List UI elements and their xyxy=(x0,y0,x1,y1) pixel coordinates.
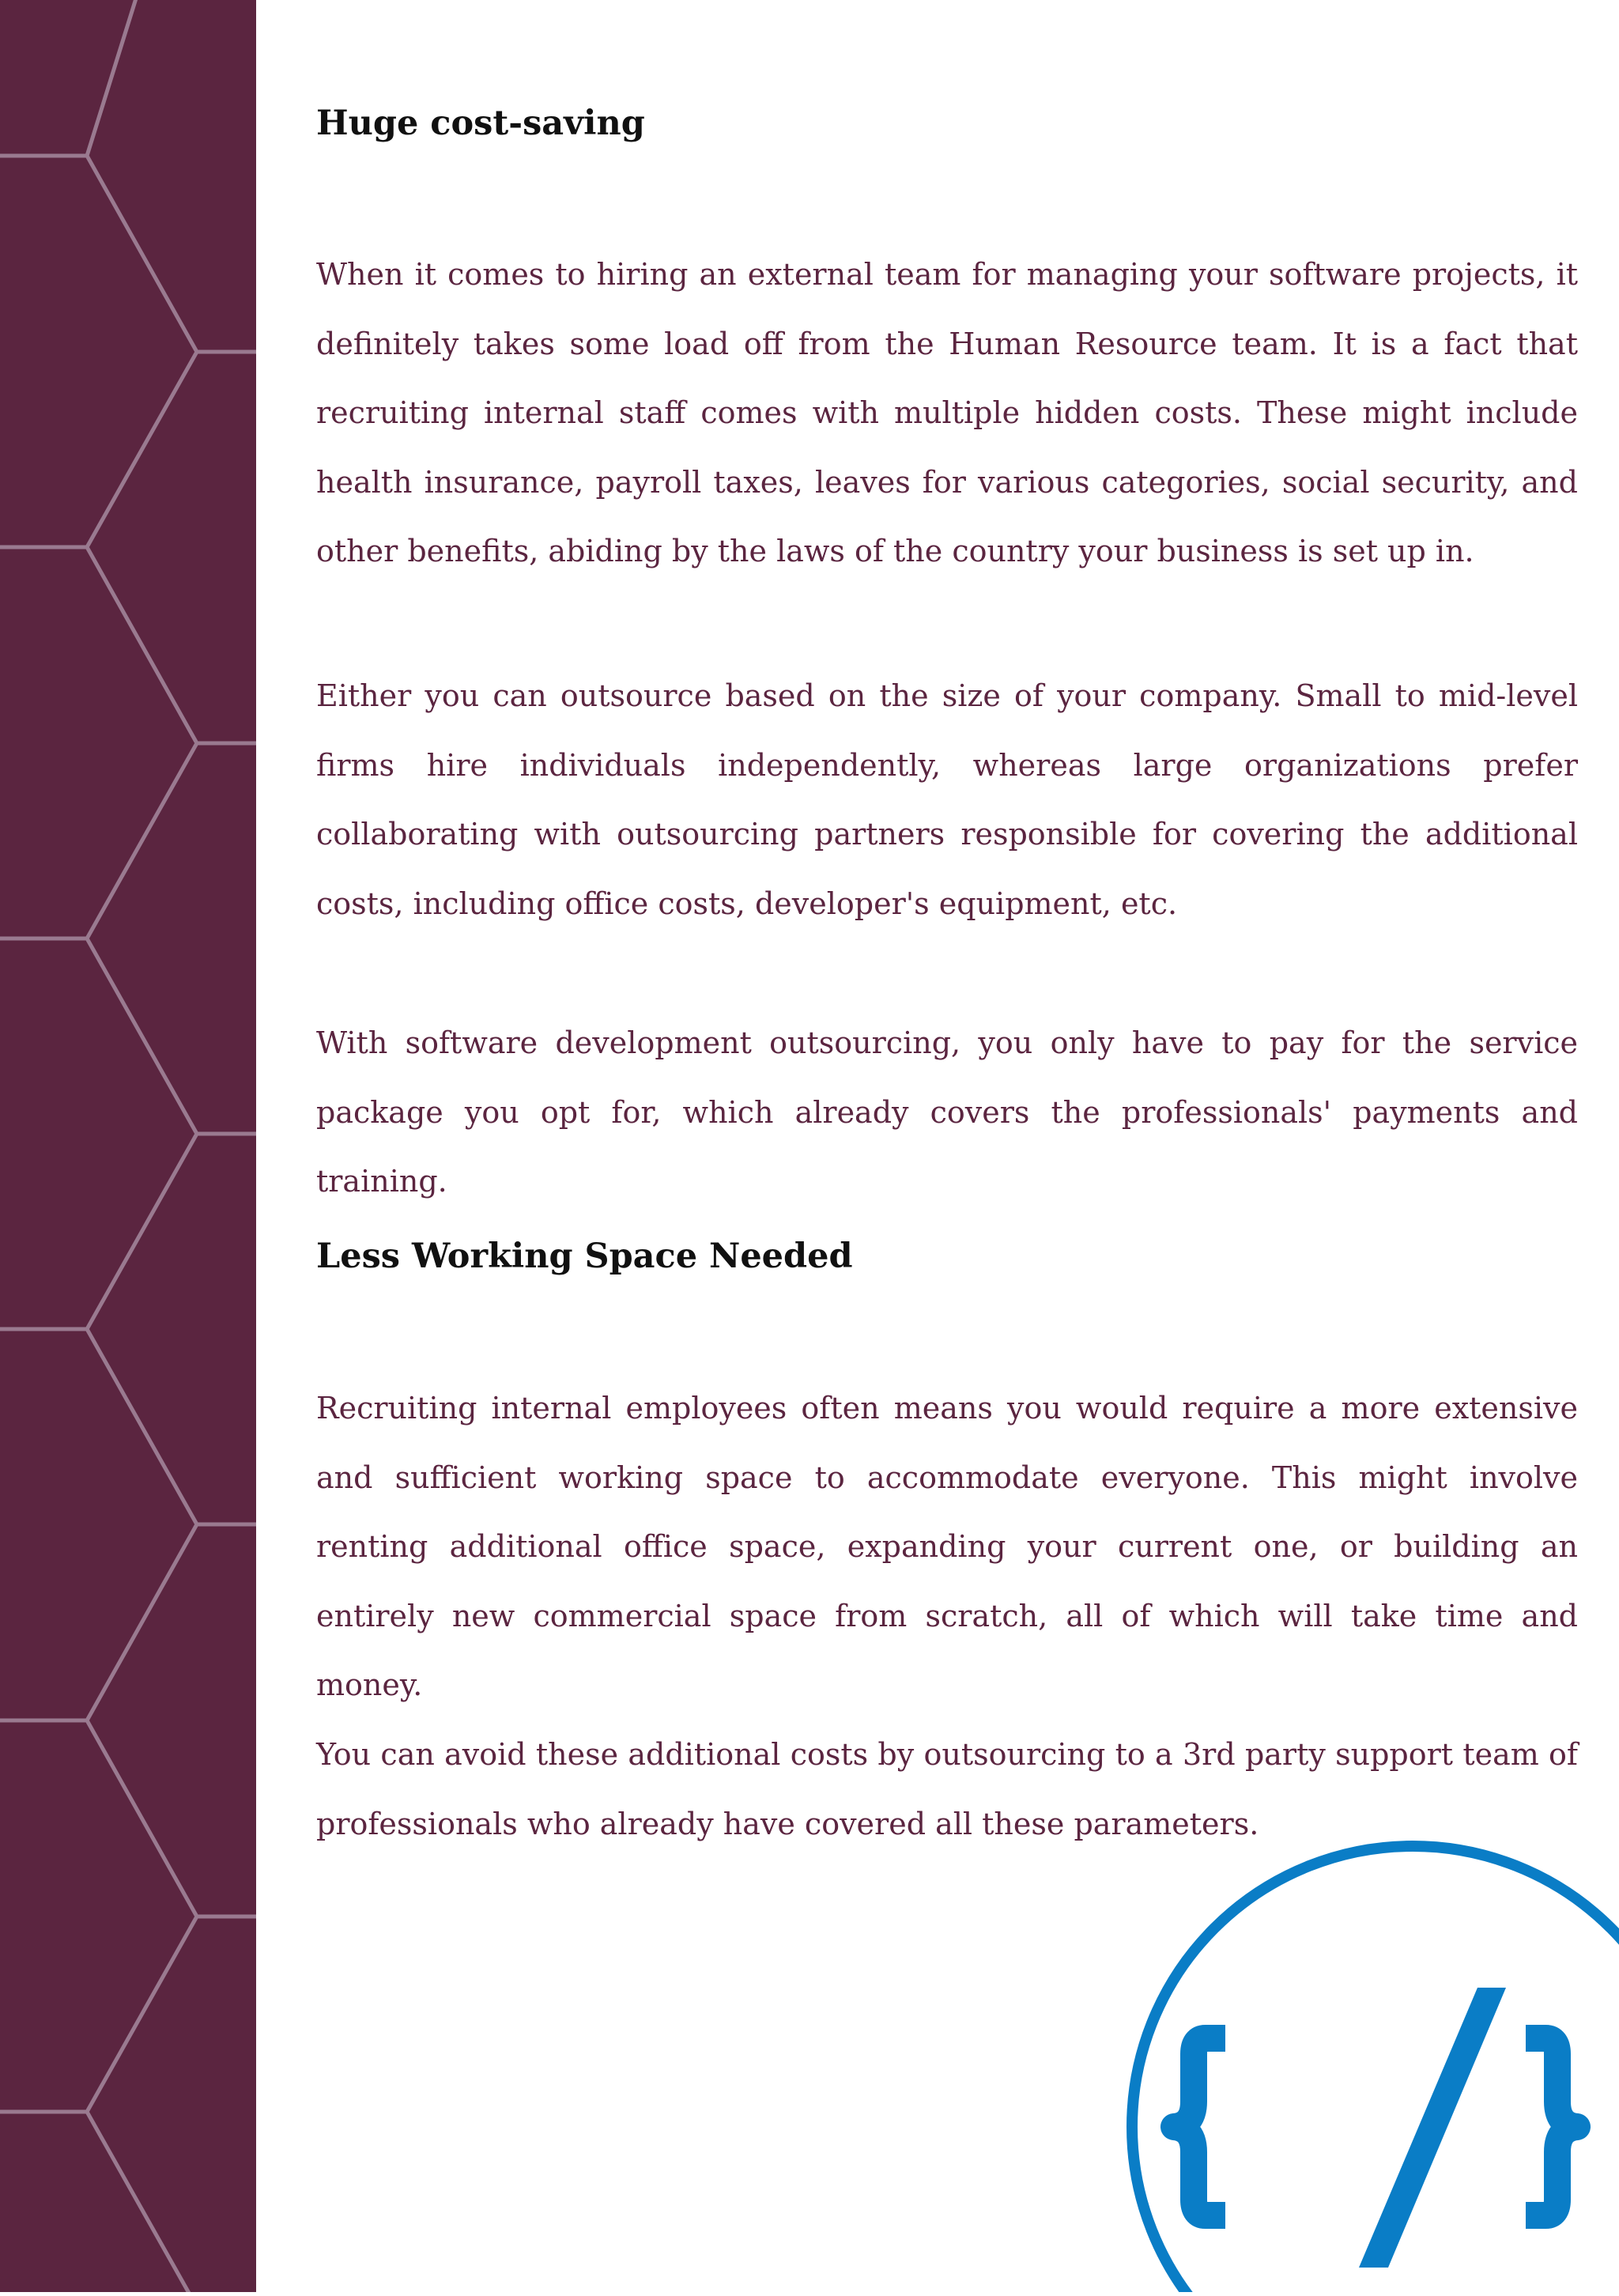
section-heading-working-space: Less Working Space Needed xyxy=(316,1237,853,1276)
paragraph-third-party: You can avoid these additional costs by outsourcing to a 3rd party support team of professionals who already have covered all these parameters. xyxy=(316,1737,1578,1841)
paragraph-company-size: Either you can outsource based on the size of your company. Small to mid-level firms hire individuals independently, whereas large organizations prefer collaborating with outsourcing partners responsible for covering the additional costs, including office costs, developer's equipment, etc. xyxy=(316,678,1578,921)
hexagon-pattern xyxy=(0,0,256,2292)
paragraph-service-package: With software development outsourcing, you only have to pay for the service package you opt for, which already covers the professionals' payments and training. xyxy=(316,1025,1578,1199)
section-heading-cost-saving: Huge cost-saving xyxy=(316,104,645,143)
paragraph-office-space: Recruiting internal employees often means you would require a more extensive and sufficient working space to accommodate everyone. This might involve renting additional office space, expanding your current one, or building an entirely new commercial space from scratch, all of which will take time and money. xyxy=(316,1391,1578,1702)
paragraph-hidden-costs: When it comes to hiring an external team for managing your software projects, it definitely takes some load off from the Human Resource team. It is a fact that recruiting internal staff comes with multiple hidden costs. These might include health insurance, payroll taxes, leaves for various categories, social security, and other benefits, abiding by the laws of the country your business is set up in. xyxy=(316,257,1578,568)
code-brackets-icon xyxy=(1119,1833,1619,2292)
decorative-sidebar xyxy=(0,0,256,2292)
code-logo xyxy=(1119,1833,1619,2296)
